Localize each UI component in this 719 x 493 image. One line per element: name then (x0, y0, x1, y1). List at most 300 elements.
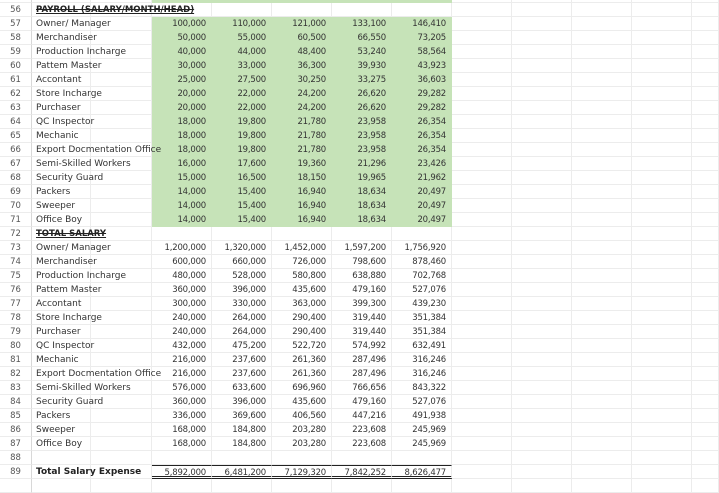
label-cell[interactable] (32, 143, 162, 157)
empty-cell[interactable] (452, 255, 512, 269)
value-cell[interactable]: 479,160 (332, 283, 392, 297)
value-cell[interactable]: 702,768 (392, 269, 452, 283)
row-header[interactable]: 60 (0, 59, 32, 73)
empty-cell[interactable] (692, 255, 719, 269)
empty-cell[interactable] (692, 367, 719, 381)
row-header[interactable]: 78 (0, 311, 32, 325)
empty-cell[interactable] (91, 129, 152, 143)
empty-cell[interactable] (452, 87, 512, 101)
value-cell[interactable]: 223,608 (332, 437, 392, 451)
label-cell[interactable] (32, 255, 97, 269)
value-cell[interactable]: 660,000 (212, 255, 272, 269)
value-cell[interactable]: 240,000 (152, 325, 212, 339)
row-header[interactable]: 74 (0, 255, 32, 269)
empty-cell[interactable] (632, 381, 692, 395)
row-header[interactable]: 56 (0, 3, 32, 17)
empty-cell[interactable] (512, 31, 572, 45)
empty-cell[interactable] (572, 31, 632, 45)
row-header[interactable]: 67 (0, 157, 32, 171)
empty-cell[interactable] (572, 199, 632, 213)
empty-cell[interactable] (692, 395, 719, 409)
value-cell[interactable]: 36,300 (272, 59, 332, 73)
label-cell[interactable] (32, 367, 162, 381)
row-header[interactable]: 58 (0, 31, 32, 45)
value-cell[interactable]: 491,938 (392, 409, 452, 423)
value-cell[interactable]: 21,962 (392, 171, 452, 185)
empty-cell[interactable] (632, 255, 692, 269)
empty-cell[interactable] (572, 395, 632, 409)
label-cell[interactable] (32, 451, 91, 465)
empty-cell[interactable] (692, 171, 719, 185)
value-cell[interactable]: 168,000 (152, 437, 212, 451)
empty-cell[interactable] (512, 241, 572, 255)
value-cell[interactable]: 7,129,320 (272, 465, 332, 479)
value-cell[interactable]: 23,958 (332, 129, 392, 143)
label-cell[interactable] (32, 129, 91, 143)
value-cell[interactable]: 27,500 (212, 73, 272, 87)
empty-cell[interactable] (692, 185, 719, 199)
empty-cell[interactable] (632, 143, 692, 157)
label-cell[interactable] (32, 199, 91, 213)
empty-cell[interactable] (512, 325, 572, 339)
empty-cell[interactable] (452, 395, 512, 409)
value-cell[interactable]: 20,000 (152, 87, 212, 101)
empty-cell[interactable] (572, 381, 632, 395)
empty-cell[interactable] (452, 451, 512, 465)
label-cell[interactable] (32, 213, 91, 227)
value-cell[interactable] (332, 227, 392, 241)
empty-cell[interactable] (632, 297, 692, 311)
value-cell[interactable]: 7,842,252 (332, 465, 392, 479)
empty-cell[interactable] (512, 353, 572, 367)
value-cell[interactable]: 16,940 (272, 213, 332, 227)
value-cell[interactable]: 36,603 (392, 73, 452, 87)
empty-cell[interactable] (572, 143, 632, 157)
empty-cell[interactable] (692, 3, 719, 17)
value-cell[interactable]: 121,000 (272, 17, 332, 31)
empty-cell[interactable] (572, 227, 632, 241)
empty-cell[interactable] (632, 269, 692, 283)
empty-cell[interactable] (632, 199, 692, 213)
empty-cell[interactable] (692, 353, 719, 367)
row-header[interactable]: 73 (0, 241, 32, 255)
empty-cell[interactable] (572, 3, 632, 17)
empty-cell[interactable] (692, 59, 719, 73)
empty-cell[interactable] (452, 45, 512, 59)
empty-cell[interactable] (632, 367, 692, 381)
empty-cell[interactable] (452, 199, 512, 213)
value-cell[interactable]: 245,969 (392, 423, 452, 437)
empty-cell[interactable] (572, 465, 632, 479)
value-cell[interactable]: 18,634 (332, 185, 392, 199)
empty-cell[interactable] (452, 465, 512, 479)
empty-cell[interactable] (91, 255, 152, 269)
value-cell[interactable]: 100,000 (152, 17, 212, 31)
value-cell[interactable] (212, 227, 272, 241)
empty-cell[interactable] (452, 73, 512, 87)
value-cell[interactable]: 766,656 (332, 381, 392, 395)
empty-cell[interactable] (632, 73, 692, 87)
row-header[interactable]: 82 (0, 367, 32, 381)
empty-cell[interactable] (512, 297, 572, 311)
empty-cell[interactable] (632, 339, 692, 353)
value-cell[interactable]: 16,940 (272, 185, 332, 199)
label-cell[interactable] (32, 157, 131, 171)
empty-cell[interactable] (91, 185, 152, 199)
row-header[interactable]: 72 (0, 227, 32, 241)
empty-cell[interactable] (91, 451, 152, 465)
value-cell[interactable]: 435,600 (272, 395, 332, 409)
empty-cell[interactable] (512, 479, 572, 493)
row-header[interactable]: 77 (0, 297, 32, 311)
value-cell[interactable]: 1,597,200 (332, 241, 392, 255)
value-cell[interactable]: 19,965 (332, 171, 392, 185)
value-cell[interactable] (272, 227, 332, 241)
value-cell[interactable]: 330,000 (212, 297, 272, 311)
value-cell[interactable]: 14,000 (152, 185, 212, 199)
value-cell[interactable]: 633,600 (212, 381, 272, 395)
empty-cell[interactable] (632, 465, 692, 479)
value-cell[interactable]: 73,205 (392, 31, 452, 45)
row-header[interactable]: 63 (0, 101, 32, 115)
empty-cell[interactable] (452, 283, 512, 297)
empty-cell[interactable] (572, 73, 632, 87)
value-cell[interactable]: 55,000 (212, 31, 272, 45)
value-cell[interactable]: 21,780 (272, 129, 332, 143)
value-cell[interactable]: 522,720 (272, 339, 332, 353)
label-cell[interactable] (32, 269, 127, 283)
row-header[interactable]: 64 (0, 115, 32, 129)
value-cell[interactable]: 30,250 (272, 73, 332, 87)
empty-cell[interactable] (572, 45, 632, 59)
value-cell[interactable]: 50,000 (152, 31, 212, 45)
value-cell[interactable] (212, 451, 272, 465)
empty-cell[interactable] (452, 171, 512, 185)
value-cell[interactable]: 264,000 (212, 311, 272, 325)
value-cell[interactable]: 26,620 (332, 87, 392, 101)
value-cell[interactable]: 17,600 (212, 157, 272, 171)
empty-cell[interactable] (512, 339, 572, 353)
value-cell[interactable]: 18,000 (152, 143, 212, 157)
empty-cell[interactable] (452, 227, 512, 241)
empty-cell[interactable] (452, 353, 512, 367)
empty-cell[interactable] (632, 171, 692, 185)
value-cell[interactable]: 15,000 (152, 171, 212, 185)
empty-cell[interactable] (452, 59, 512, 73)
value-cell[interactable]: 21,296 (332, 157, 392, 171)
empty-cell[interactable] (452, 129, 512, 143)
empty-cell[interactable] (692, 87, 719, 101)
empty-cell[interactable] (272, 479, 332, 493)
empty-cell[interactable] (512, 45, 572, 59)
row-header[interactable]: 65 (0, 129, 32, 143)
empty-cell[interactable] (692, 17, 719, 31)
empty-cell[interactable] (692, 115, 719, 129)
row-header[interactable]: 61 (0, 73, 32, 87)
empty-cell[interactable] (572, 325, 632, 339)
empty-cell[interactable] (32, 479, 91, 493)
label-cell[interactable] (32, 171, 104, 185)
empty-cell[interactable] (692, 227, 719, 241)
value-cell[interactable]: 245,969 (392, 437, 452, 451)
value-cell[interactable]: 19,800 (212, 115, 272, 129)
label-cell[interactable] (32, 325, 91, 339)
empty-cell[interactable] (332, 479, 392, 493)
value-cell[interactable]: 319,440 (332, 325, 392, 339)
empty-cell[interactable] (512, 101, 572, 115)
empty-cell[interactable] (632, 283, 692, 297)
value-cell[interactable]: 798,600 (332, 255, 392, 269)
row-header[interactable]: 86 (0, 423, 32, 437)
label-cell[interactable] (32, 17, 111, 31)
empty-cell[interactable] (572, 297, 632, 311)
value-cell[interactable]: 48,400 (272, 45, 332, 59)
value-cell[interactable]: 18,000 (152, 115, 212, 129)
empty-cell[interactable] (91, 115, 152, 129)
row-header[interactable]: 70 (0, 199, 32, 213)
value-cell[interactable]: 16,940 (272, 199, 332, 213)
empty-cell[interactable] (512, 227, 572, 241)
empty-cell[interactable] (692, 157, 719, 171)
value-cell[interactable]: 26,354 (392, 115, 452, 129)
value-cell[interactable]: 21,780 (272, 115, 332, 129)
empty-cell[interactable] (692, 325, 719, 339)
empty-cell[interactable] (632, 157, 692, 171)
value-cell[interactable] (272, 451, 332, 465)
empty-cell[interactable] (572, 339, 632, 353)
label-cell[interactable] (32, 227, 107, 241)
empty-cell[interactable] (452, 437, 512, 451)
label-cell[interactable] (32, 185, 91, 199)
empty-cell[interactable] (632, 115, 692, 129)
value-cell[interactable]: 363,000 (272, 297, 332, 311)
empty-cell[interactable] (692, 199, 719, 213)
empty-cell[interactable] (452, 325, 512, 339)
empty-cell[interactable] (692, 73, 719, 87)
value-cell[interactable]: 396,000 (212, 283, 272, 297)
empty-cell[interactable] (692, 339, 719, 353)
value-cell[interactable]: 576,000 (152, 381, 212, 395)
empty-cell[interactable] (452, 115, 512, 129)
label-cell[interactable] (32, 101, 91, 115)
value-cell[interactable]: 29,282 (392, 101, 452, 115)
empty-cell[interactable] (632, 45, 692, 59)
empty-cell[interactable] (632, 87, 692, 101)
value-cell[interactable]: 15,400 (212, 213, 272, 227)
value-cell[interactable] (272, 3, 332, 17)
value-cell[interactable]: 30,000 (152, 59, 212, 73)
value-cell[interactable] (152, 227, 212, 241)
empty-cell[interactable] (512, 465, 572, 479)
empty-cell[interactable] (572, 87, 632, 101)
value-cell[interactable]: 435,600 (272, 283, 332, 297)
value-cell[interactable]: 22,000 (212, 101, 272, 115)
value-cell[interactable]: 432,000 (152, 339, 212, 353)
label-cell[interactable] (32, 353, 91, 367)
empty-cell[interactable] (452, 101, 512, 115)
value-cell[interactable]: 15,400 (212, 185, 272, 199)
value-cell[interactable]: 527,076 (392, 395, 452, 409)
empty-cell[interactable] (692, 213, 719, 227)
empty-cell[interactable] (692, 451, 719, 465)
empty-cell[interactable] (632, 479, 692, 493)
row-header[interactable]: 59 (0, 45, 32, 59)
value-cell[interactable]: 133,100 (332, 17, 392, 31)
empty-cell[interactable] (692, 311, 719, 325)
empty-cell[interactable] (692, 479, 719, 493)
empty-cell[interactable] (452, 479, 512, 493)
empty-cell[interactable] (512, 381, 572, 395)
empty-cell[interactable] (692, 45, 719, 59)
value-cell[interactable]: 26,354 (392, 143, 452, 157)
empty-cell[interactable] (452, 17, 512, 31)
empty-cell[interactable] (632, 409, 692, 423)
value-cell[interactable]: 300,000 (152, 297, 212, 311)
value-cell[interactable]: 16,500 (212, 171, 272, 185)
value-cell[interactable]: 20,497 (392, 199, 452, 213)
label-cell[interactable] (32, 3, 195, 17)
empty-cell[interactable] (512, 311, 572, 325)
value-cell[interactable]: 25,000 (152, 73, 212, 87)
row-header[interactable] (0, 479, 32, 493)
empty-cell[interactable] (572, 479, 632, 493)
row-header[interactable]: 87 (0, 437, 32, 451)
empty-cell[interactable] (91, 101, 152, 115)
empty-cell[interactable] (632, 3, 692, 17)
value-cell[interactable]: 878,460 (392, 255, 452, 269)
empty-cell[interactable] (452, 185, 512, 199)
value-cell[interactable]: 223,608 (332, 423, 392, 437)
empty-cell[interactable] (632, 325, 692, 339)
empty-cell[interactable] (512, 17, 572, 31)
empty-cell[interactable] (512, 171, 572, 185)
empty-cell[interactable] (692, 283, 719, 297)
value-cell[interactable]: 316,246 (392, 367, 452, 381)
empty-cell[interactable] (512, 423, 572, 437)
label-cell[interactable] (32, 311, 102, 325)
value-cell[interactable]: 237,600 (212, 367, 272, 381)
empty-cell[interactable] (452, 339, 512, 353)
value-cell[interactable]: 16,000 (152, 157, 212, 171)
value-cell[interactable]: 26,620 (332, 101, 392, 115)
empty-cell[interactable] (512, 185, 572, 199)
empty-cell[interactable] (512, 395, 572, 409)
row-header[interactable]: 88 (0, 451, 32, 465)
value-cell[interactable] (212, 3, 272, 17)
empty-cell[interactable] (572, 255, 632, 269)
empty-cell[interactable] (632, 31, 692, 45)
label-cell[interactable] (32, 297, 91, 311)
value-cell[interactable]: 40,000 (152, 45, 212, 59)
empty-cell[interactable] (91, 297, 152, 311)
row-header[interactable]: 62 (0, 87, 32, 101)
label-cell[interactable] (32, 409, 91, 423)
value-cell[interactable]: 14,000 (152, 199, 212, 213)
empty-cell[interactable] (91, 423, 152, 437)
value-cell[interactable]: 19,800 (212, 143, 272, 157)
label-cell[interactable] (32, 437, 91, 451)
row-header[interactable]: 76 (0, 283, 32, 297)
empty-cell[interactable] (572, 213, 632, 227)
value-cell[interactable]: 237,600 (212, 353, 272, 367)
value-cell[interactable]: 843,322 (392, 381, 452, 395)
value-cell[interactable]: 18,000 (152, 129, 212, 143)
label-cell[interactable] (32, 381, 131, 395)
empty-cell[interactable] (91, 353, 152, 367)
empty-cell[interactable] (572, 269, 632, 283)
value-cell[interactable]: 8,626,477 (392, 465, 452, 479)
value-cell[interactable]: 287,496 (332, 367, 392, 381)
row-header[interactable]: 68 (0, 171, 32, 185)
value-cell[interactable]: 479,160 (332, 395, 392, 409)
empty-cell[interactable] (452, 311, 512, 325)
empty-cell[interactable] (632, 353, 692, 367)
label-cell[interactable] (32, 87, 102, 101)
value-cell[interactable]: 18,150 (272, 171, 332, 185)
empty-cell[interactable] (512, 269, 572, 283)
label-cell[interactable] (32, 115, 95, 129)
value-cell[interactable]: 638,880 (332, 269, 392, 283)
value-cell[interactable]: 480,000 (152, 269, 212, 283)
empty-cell[interactable] (572, 283, 632, 297)
value-cell[interactable]: 1,320,000 (212, 241, 272, 255)
value-cell[interactable]: 406,560 (272, 409, 332, 423)
empty-cell[interactable] (512, 73, 572, 87)
empty-cell[interactable] (452, 143, 512, 157)
value-cell[interactable]: 447,216 (332, 409, 392, 423)
value-cell[interactable]: 23,426 (392, 157, 452, 171)
value-cell[interactable]: 290,400 (272, 325, 332, 339)
value-cell[interactable]: 5,892,000 (152, 465, 212, 479)
empty-cell[interactable] (452, 297, 512, 311)
value-cell[interactable]: 216,000 (152, 353, 212, 367)
value-cell[interactable]: 216,000 (152, 367, 212, 381)
empty-cell[interactable] (572, 101, 632, 115)
label-cell[interactable] (32, 59, 102, 73)
empty-cell[interactable] (91, 437, 152, 451)
empty-cell[interactable] (572, 171, 632, 185)
value-cell[interactable]: 527,076 (392, 283, 452, 297)
value-cell[interactable]: 26,354 (392, 129, 452, 143)
value-cell[interactable]: 20,497 (392, 213, 452, 227)
empty-cell[interactable] (91, 339, 152, 353)
row-header[interactable]: 80 (0, 339, 32, 353)
empty-cell[interactable] (212, 479, 272, 493)
empty-cell[interactable] (572, 437, 632, 451)
label-cell[interactable] (32, 423, 91, 437)
empty-cell[interactable] (91, 73, 152, 87)
value-cell[interactable]: 726,000 (272, 255, 332, 269)
empty-cell[interactable] (632, 59, 692, 73)
value-cell[interactable]: 1,452,000 (272, 241, 332, 255)
value-cell[interactable]: 261,360 (272, 367, 332, 381)
row-header[interactable]: 89 (0, 465, 32, 479)
value-cell[interactable]: 33,000 (212, 59, 272, 73)
empty-cell[interactable] (512, 59, 572, 73)
empty-cell[interactable] (452, 31, 512, 45)
empty-cell[interactable] (632, 423, 692, 437)
empty-cell[interactable] (572, 423, 632, 437)
value-cell[interactable]: 696,960 (272, 381, 332, 395)
empty-cell[interactable] (692, 381, 719, 395)
value-cell[interactable]: 475,200 (212, 339, 272, 353)
value-cell[interactable]: 29,282 (392, 87, 452, 101)
value-cell[interactable]: 369,600 (212, 409, 272, 423)
value-cell[interactable]: 146,410 (392, 17, 452, 31)
value-cell[interactable]: 110,000 (212, 17, 272, 31)
value-cell[interactable]: 60,500 (272, 31, 332, 45)
row-header[interactable]: 75 (0, 269, 32, 283)
